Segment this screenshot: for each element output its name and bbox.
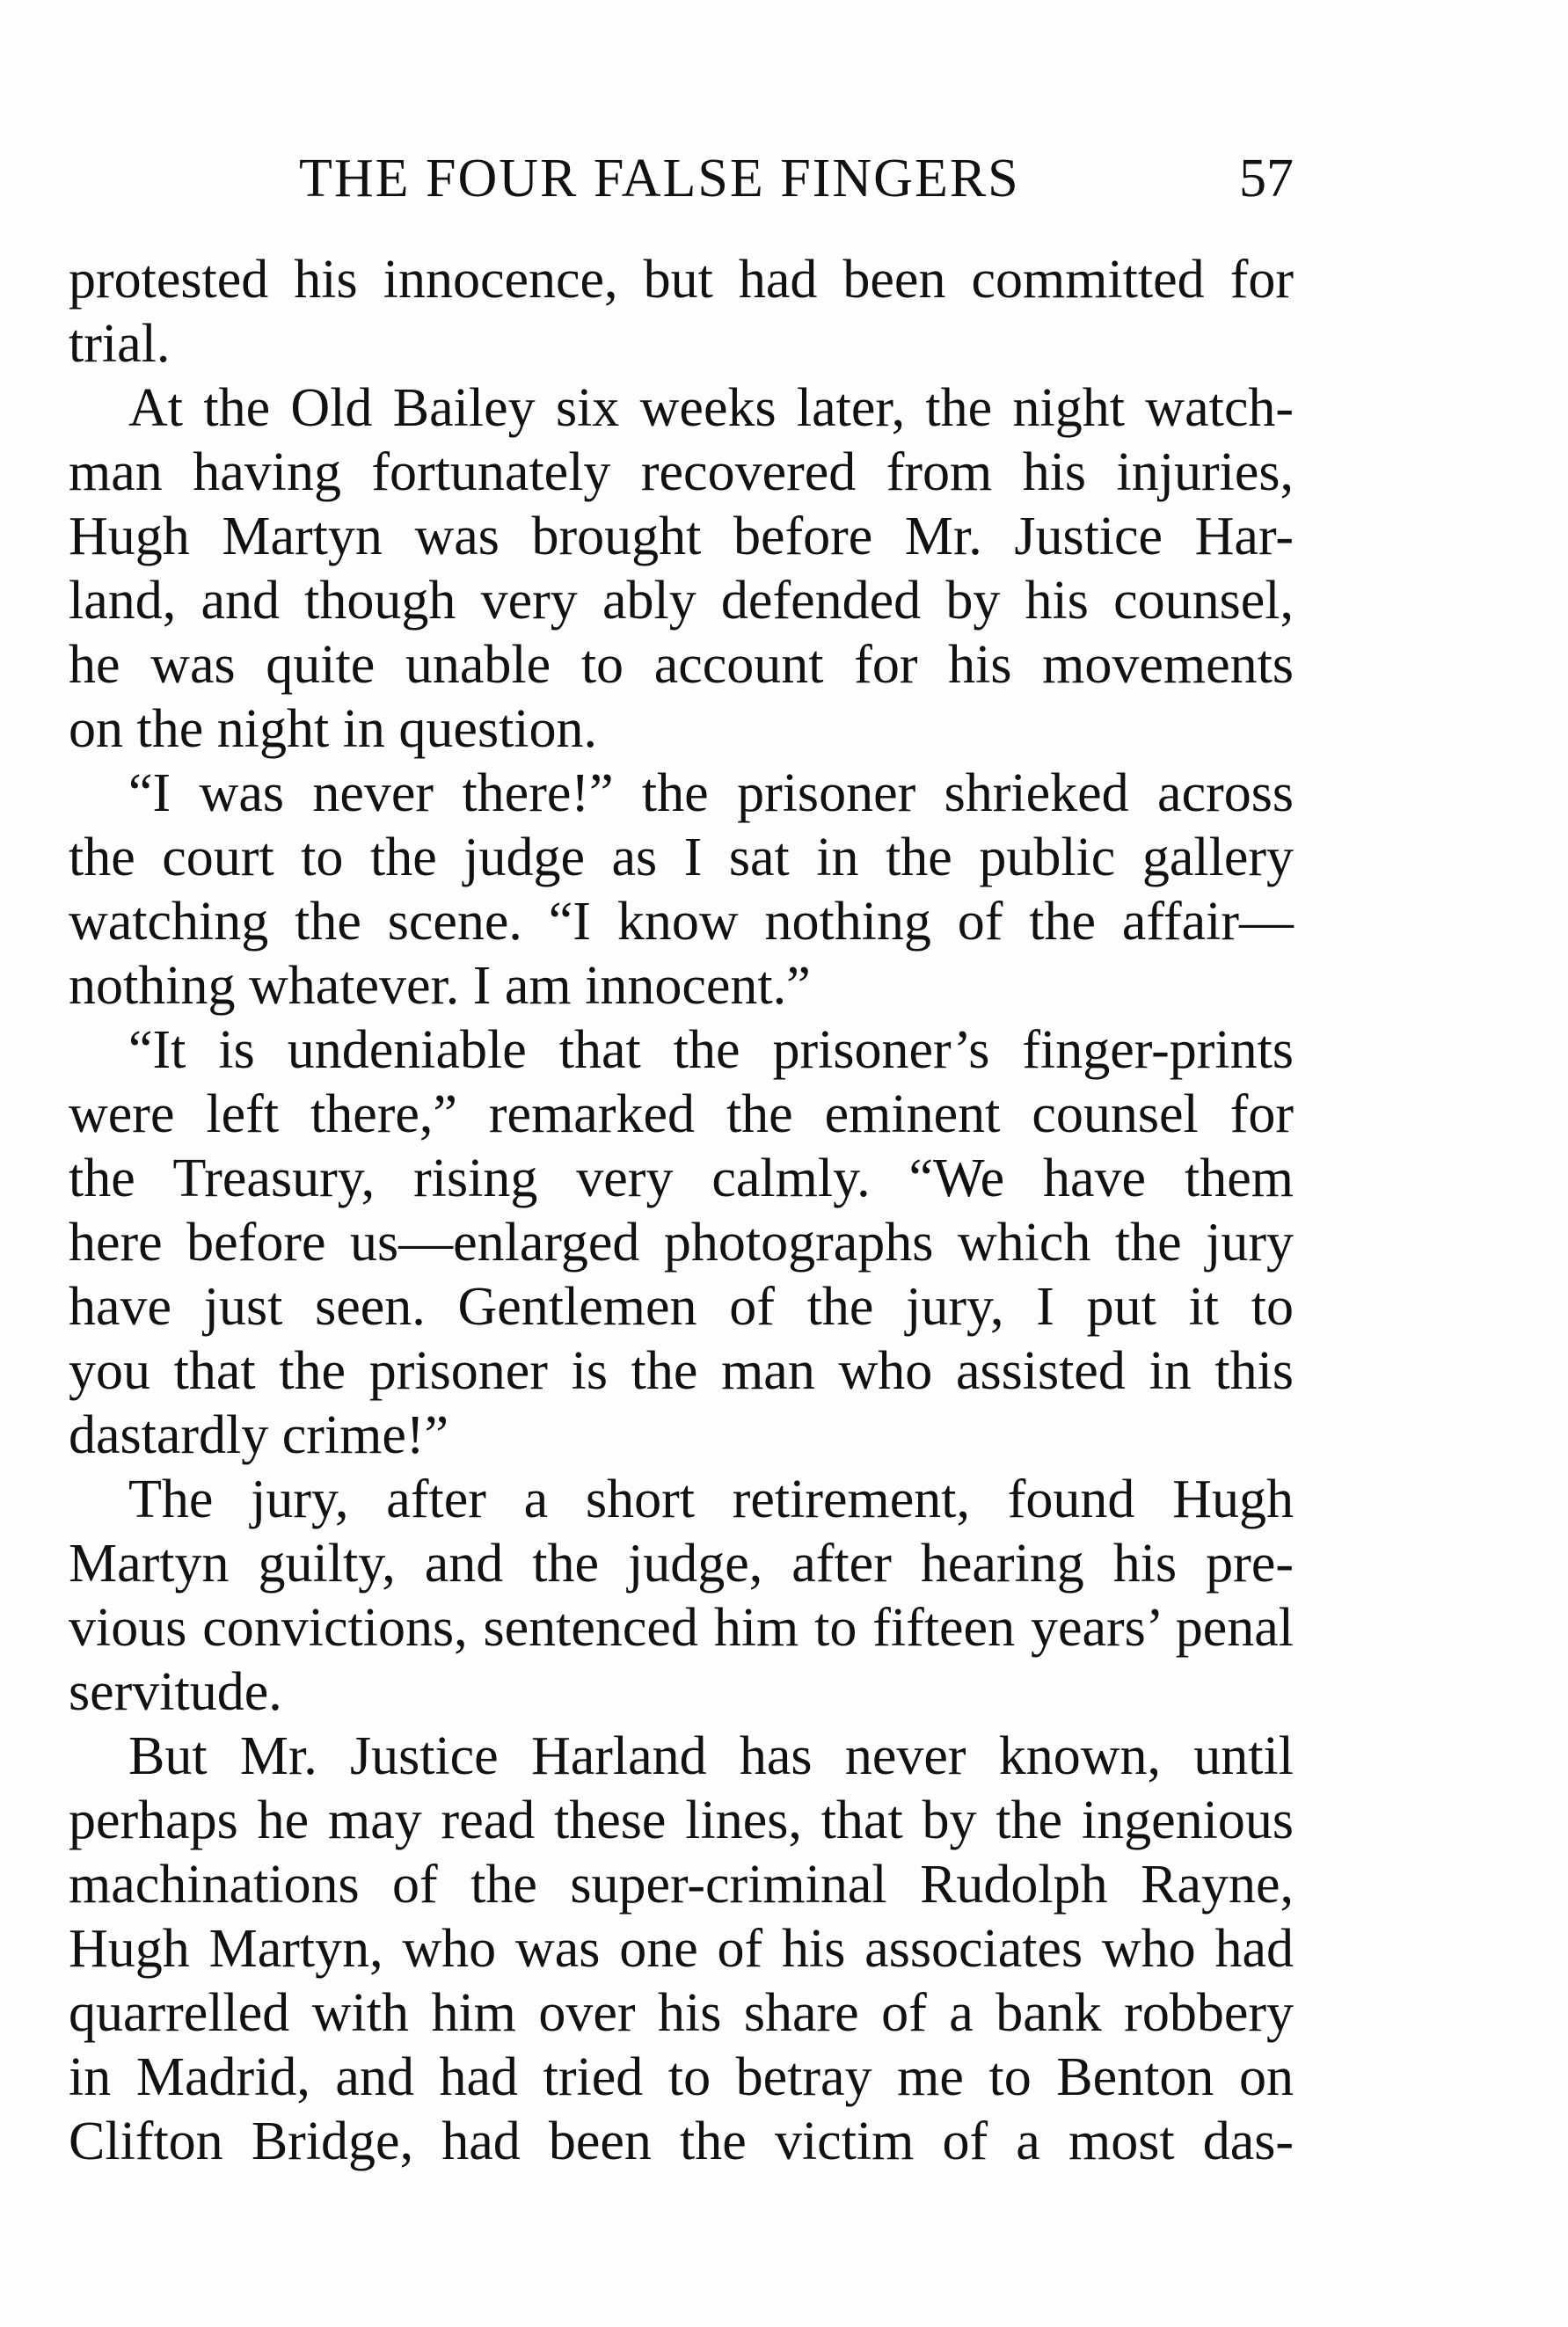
- text-line: the court to the judge as I sat in the public gallery: [69, 828, 1294, 887]
- text-line: have just seen. Gentlemen of the jury, I put it to: [69, 1277, 1294, 1337]
- text-line: Martyn guilty, and the judge, after hearing his pre-: [69, 1534, 1294, 1594]
- text-line: he was quite unable to account for his movements: [69, 635, 1294, 695]
- text-line: land, and though very ably defended by his counsel,: [69, 571, 1294, 631]
- text-line: nothing whatever. I am innocent.”: [69, 956, 811, 1016]
- text-line: quarrelled with him over his share of a bank robbery: [69, 1983, 1294, 2043]
- text-line: man having fortunately recovered from his injuries,: [69, 442, 1294, 502]
- text-line: the Treasury, rising very calmly. “We have them: [69, 1149, 1294, 1208]
- text-line: protested his innocence, but had been committed for: [69, 250, 1294, 310]
- text-line: machinations of the super-criminal Rudolph Rayne,: [69, 1855, 1294, 1915]
- body-text: [69, 248, 1294, 2174]
- text-line: “It is undeniable that the prisoner’s finger-prints: [128, 1020, 1294, 1080]
- text-line: trial.: [69, 314, 171, 374]
- text-line: perhaps he may read these lines, that by the ingenious: [69, 1791, 1294, 1850]
- running-title: THE FOUR FALSE FINGERS: [299, 149, 1020, 208]
- text-line: here before us—enlarged photographs which the jury: [69, 1213, 1294, 1273]
- text-line: you that the prisoner is the man who assisted in this: [69, 1341, 1294, 1401]
- text-line: The jury, after a short retirement, found Hugh: [128, 1470, 1294, 1529]
- text-line: But Mr. Justice Harland has never known, until: [128, 1726, 1294, 1786]
- text-line: At the Old Bailey six weeks later, the night watch-: [128, 378, 1294, 438]
- text-line: Hugh Martyn, who was one of his associates who had: [69, 1919, 1294, 1979]
- text-line: watching the scene. “I know nothing of the affair—: [69, 892, 1294, 952]
- text-line: Clifton Bridge, had been the victim of a most das-: [69, 2112, 1294, 2171]
- page-number: 57: [1239, 149, 1294, 208]
- text-line: were left there,” remarked the eminent counsel for: [69, 1084, 1294, 1144]
- text-line: dastardly crime!”: [69, 1405, 449, 1465]
- text-line: on the night in question.: [69, 699, 598, 759]
- text-line: vious convictions, sentenced him to fifteen years’ penal: [69, 1598, 1294, 1658]
- text-line: “I was never there!” the prisoner shrieked across: [128, 763, 1294, 823]
- text-line: Hugh Martyn was brought before Mr. Justice Har-: [69, 507, 1294, 566]
- text-line: in Madrid, and had tried to betray me to Benton on: [69, 2047, 1294, 2107]
- running-head: [69, 141, 1294, 211]
- text-line: servitude.: [69, 1662, 282, 1722]
